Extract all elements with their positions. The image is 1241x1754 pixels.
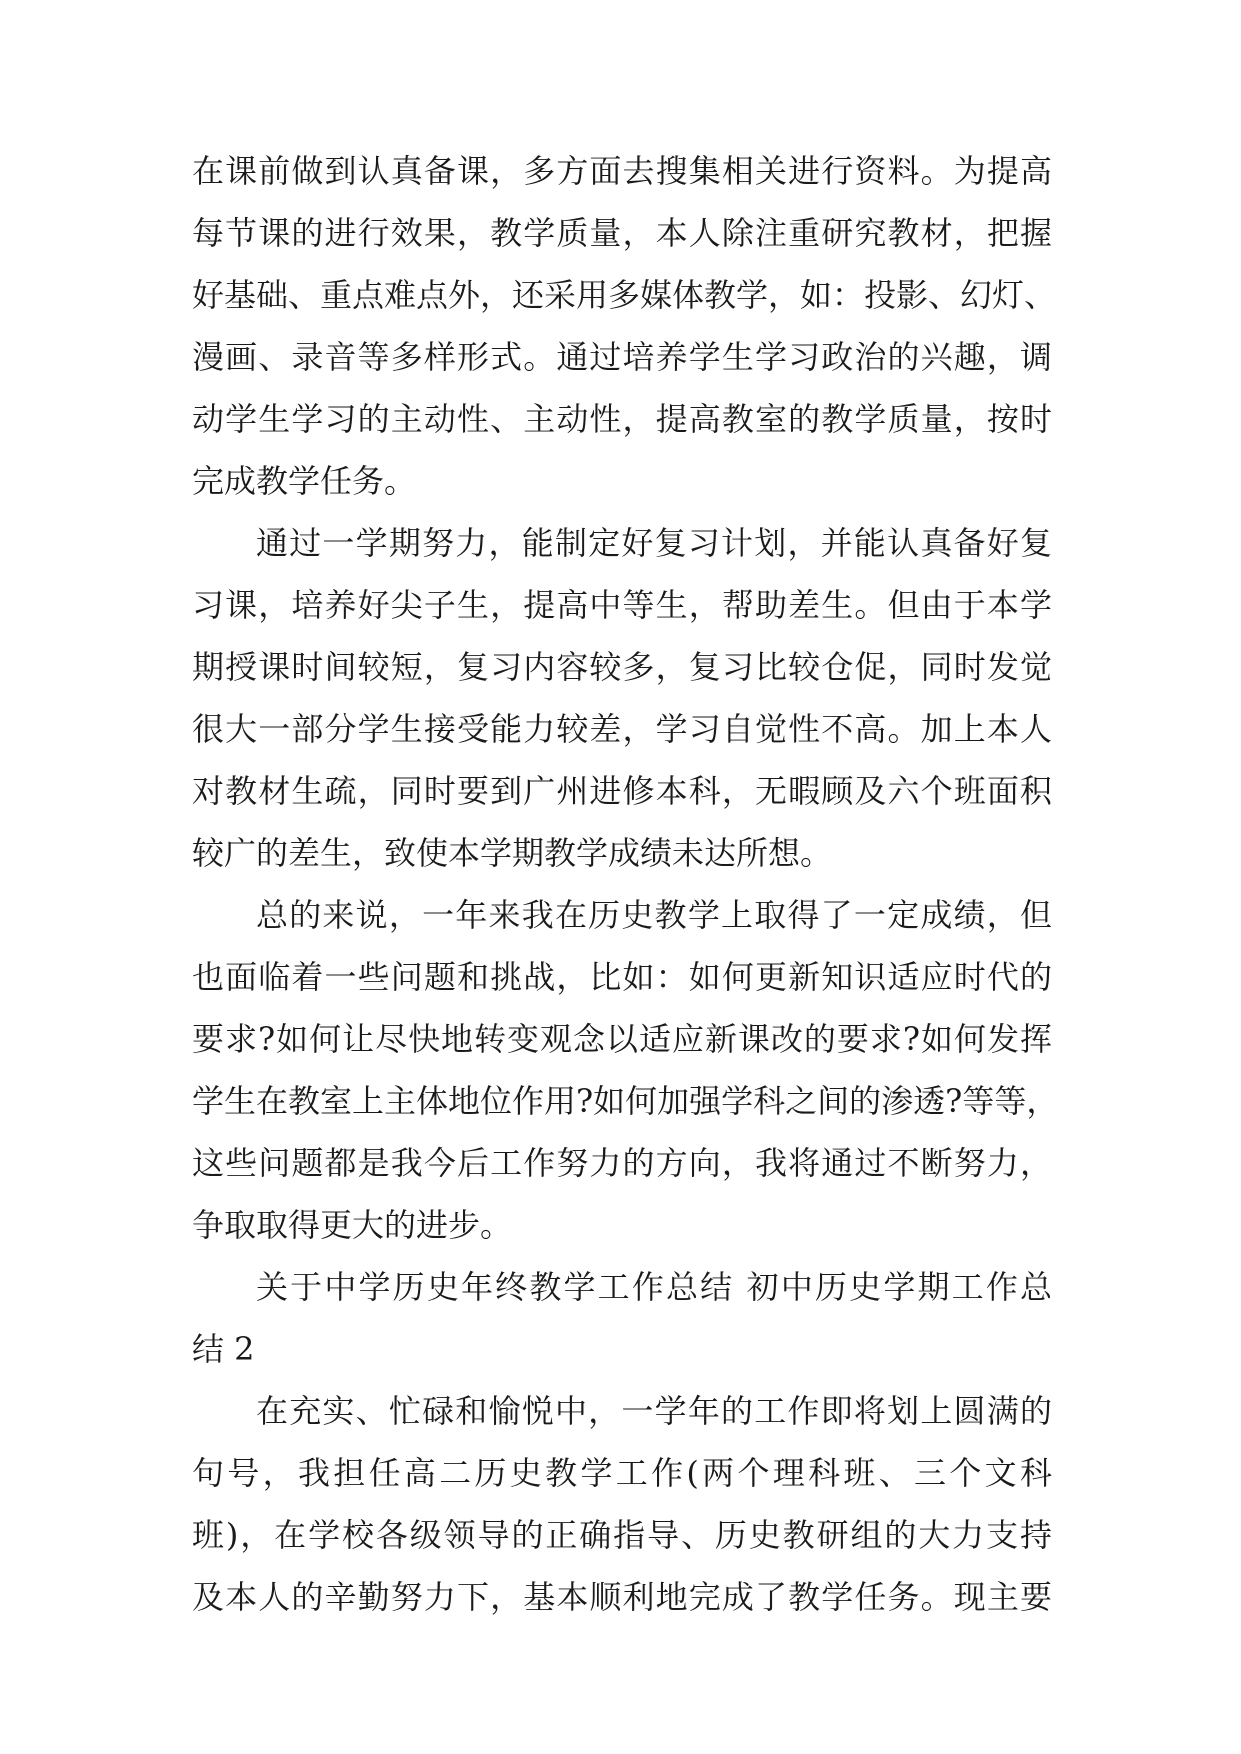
text-line: 对教材生疏，同时要到广州进修本科，无暇顾及六个班面积 (192, 772, 1052, 810)
text-line: 也面临着一些问题和挑战，比如：如何更新知识适应时代的 (192, 958, 1052, 996)
text-line: 句号，我担任高二历史教学工作(两个理科班、三个文科 (192, 1454, 1052, 1492)
section-heading (192, 1256, 1052, 1380)
text-line: 通过一学期努力，能制定好复习计划，并能认真备好复 (256, 524, 1052, 562)
text-line: 要求?如何让尽快地转变观念以适应新课改的要求?如何发挥 (192, 1020, 1052, 1058)
text-line: 期授课时间较短，复习内容较多，复习比较仓促，同时发觉 (192, 648, 1052, 686)
text-line: 习课，培养好尖子生，提高中等生，帮助差生。但由于本学 (192, 586, 1052, 624)
heading-line: 关于中学历史年终教学工作总结 初中历史学期工作总 (256, 1268, 1052, 1306)
text-line: 完成教学任务。 (192, 462, 417, 500)
body-text (192, 140, 1059, 1628)
text-line: 这些问题都是我今后工作努力的方向，我将通过不断努力， (192, 1144, 1052, 1182)
paragraph (192, 512, 1052, 884)
text-line: 很大一部分学生接受能力较差，学习自觉性不高。加上本人 (192, 710, 1052, 748)
text-line: 在充实、忙碌和愉悦中，一学年的工作即将划上圆满的 (256, 1392, 1052, 1430)
paragraph (192, 1380, 1052, 1628)
paragraph (192, 140, 1057, 512)
text-line: 较广的差生，致使本学期教学成绩未达所想。 (192, 834, 833, 872)
text-line: 每节课的进行效果，教学质量，本人除注重研究教材，把握 (192, 214, 1052, 252)
text-line: 动学生学习的主动性、主动性，提高教室的教学质量，按时 (192, 400, 1052, 438)
text-line: 及本人的辛勤努力下，基本顺利地完成了教学任务。现主要 (192, 1578, 1052, 1616)
text-line: 班)，在学校各级领导的正确指导、历史教研组的大力支持 (192, 1516, 1052, 1554)
paragraph (192, 884, 1059, 1256)
heading-line: 结 2 (192, 1330, 255, 1368)
text-line: 漫画、录音等多样形式。通过培养学生学习政治的兴趣，调 (192, 338, 1052, 376)
text-line: 好基础、重点难点外，还采用多媒体教学，如：投影、幻灯、 (192, 276, 1057, 314)
text-line: 总的来说，一年来我在历史教学上取得了一定成绩，但 (256, 896, 1052, 934)
text-line: 争取取得更大的进步。 (192, 1206, 513, 1244)
text-line: 在课前做到认真备课，多方面去搜集相关进行资料。为提高 (192, 152, 1052, 190)
text-line: 学生在教室上主体地位作用?如何加强学科之间的渗透?等等， (192, 1082, 1059, 1120)
